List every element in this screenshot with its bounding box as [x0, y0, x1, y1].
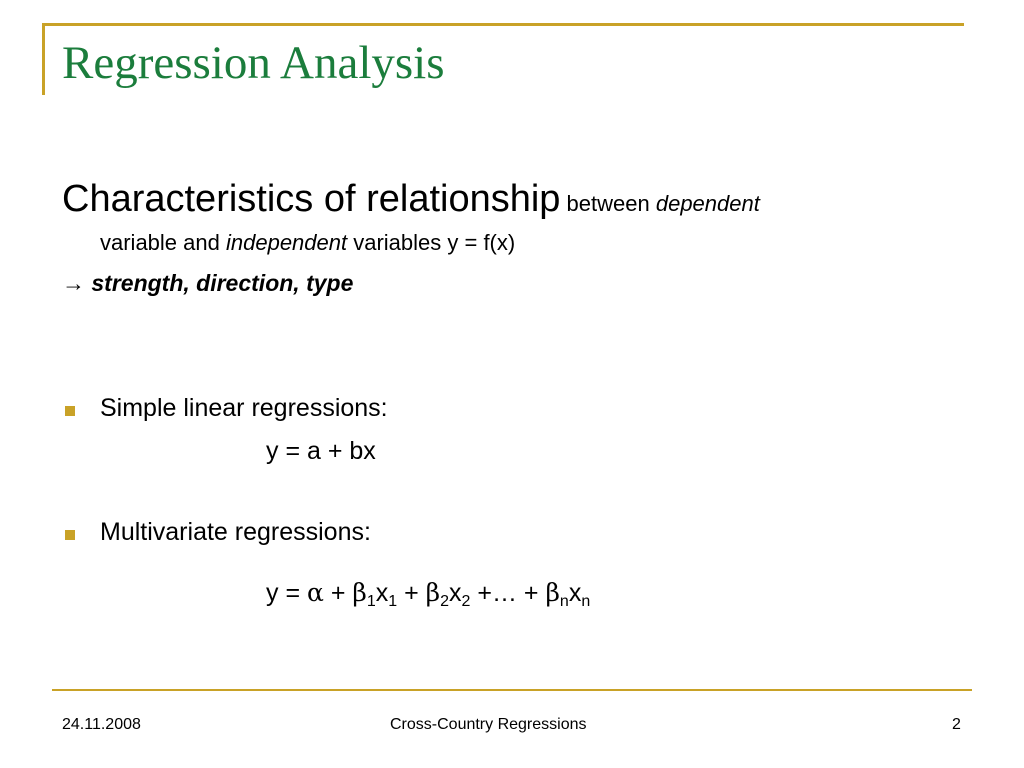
intro-heading: Characteristics of relationship [62, 178, 561, 220]
formula-y: y = [266, 579, 307, 607]
formula-x1-sub: 1 [388, 593, 398, 610]
square-bullet-icon [65, 406, 75, 416]
footer-title: Cross-Country Regressions [390, 716, 587, 733]
page-number: 2 [952, 716, 961, 733]
intro-independent: independent [225, 230, 348, 255]
formula-x2-sub: 2 [461, 593, 471, 610]
intro-line2-suffix: variables y = f(x) [347, 230, 516, 255]
formula-beta2: β [425, 578, 441, 607]
intro-between: between [560, 191, 656, 216]
title-frame-left-rule [42, 23, 45, 95]
formula-alpha: α [307, 578, 324, 607]
footer-rule [52, 689, 972, 691]
intro-paragraph [62, 178, 942, 222]
formula-beta1: β [352, 578, 367, 607]
formula-beta2-sub: 2 [440, 593, 450, 610]
arrow-line [62, 270, 353, 297]
arrow-keywords: strength, direction, type [91, 270, 354, 296]
title-frame-top-rule [42, 23, 964, 26]
formula-x2: x [449, 579, 462, 607]
bullet-multivariate: Multivariate regressions: [100, 518, 371, 546]
square-bullet-icon [65, 530, 75, 540]
bullet-simple-linear: Simple linear regressions: [100, 394, 388, 422]
slide-title: Regression Analysis [62, 37, 445, 89]
formula-betan: β [545, 578, 560, 607]
intro-line-two [100, 230, 515, 256]
formula-multivariate [266, 578, 590, 611]
formula-xn-sub: n [581, 593, 591, 610]
formula-xn: x [568, 579, 582, 607]
formula-x1: x [375, 579, 389, 607]
formula-ellipsis: +… + [470, 579, 546, 607]
formula-simple-linear: y = a + bx [266, 437, 376, 465]
footer-date: 24.11.2008 [62, 716, 141, 733]
formula-betan-sub: n [559, 593, 569, 610]
right-arrow-icon: → [62, 270, 85, 296]
formula-beta1-sub: 1 [366, 593, 376, 610]
formula-plus2: + [397, 579, 426, 607]
intro-line2-prefix: variable and [100, 230, 226, 255]
intro-dependent: dependent [655, 191, 760, 216]
formula-plus1: + [323, 579, 353, 607]
